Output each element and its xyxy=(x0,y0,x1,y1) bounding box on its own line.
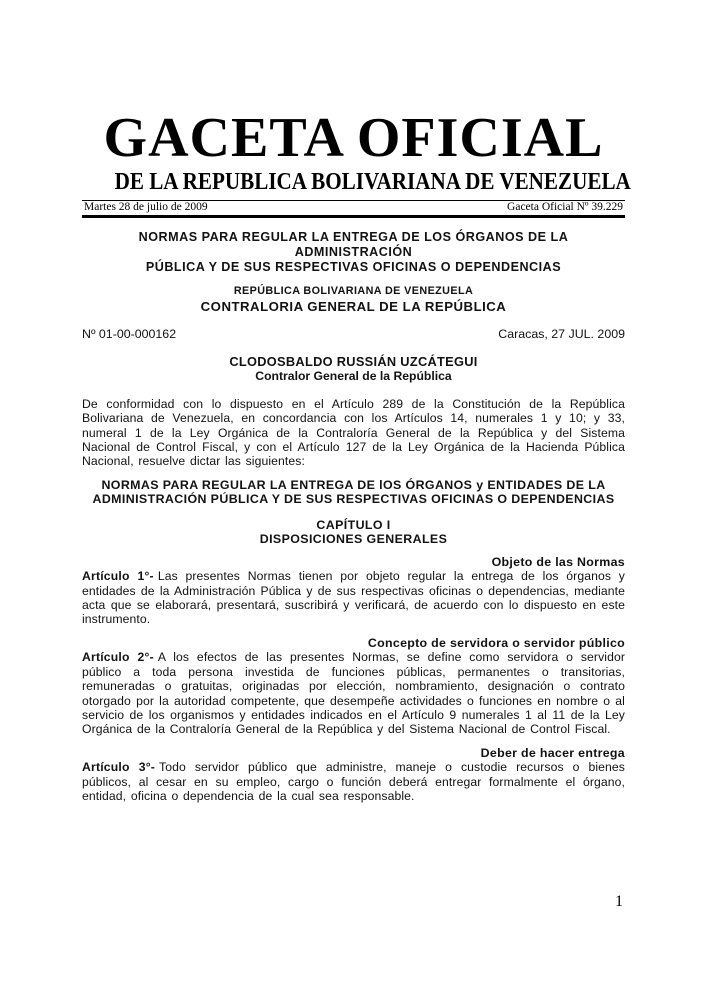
article-1-text: Las presentes Normas tienen por objeto regular la entrega de los órganos y entidades de la Administración Pública y de sus respectivas oficinas o dependencias, mediante acta que se elaborará, presentará, suscribirá y verificará, de acuerdo con lo dispuesto en este instrumento. xyxy=(82,569,625,627)
article-2-caption: Concepto de servidora o servidor público xyxy=(367,635,625,650)
masthead-title: GACETA OFICIAL xyxy=(103,107,604,169)
document-title-line1: NORMAS PARA REGULAR LA ENTREGA DE LOS ÓRGANOS DE LA ADMINISTRACIÓN xyxy=(138,229,569,259)
chapter-name: DISPOSICIONES GENERALES xyxy=(259,531,448,546)
resolution-number: Nº 01-00-000162 xyxy=(82,326,177,341)
place-and-date: Caracas, 27 JUL. 2009 xyxy=(498,326,625,341)
normas-heading xyxy=(82,478,625,507)
dateline-issue-number: Gaceta Oficial Nº 39.229 xyxy=(507,201,623,214)
normas-heading-line2: ADMINISTRACIÓN PÚBLICA Y DE SUS RESPECTIVAS OFICINAS O DEPENDENCIAS xyxy=(92,492,615,507)
document-title-line2: PÚBLICA Y DE SUS RESPECTIVAS OFICINAS O DEPENDENCIAS xyxy=(145,259,562,274)
article-3-label: Artículo 3°- xyxy=(82,760,156,775)
preamble-paragraph: De conformidad con lo dispuesto en el Artículo 289 de la Constitución de la República Bolivariana de Venezuela, en concordancia con los Artículos 14, numerales 1 y 10; y 33, numeral 1 de la Ley Orgánica de la Contraloría General de la República y del Sistema Nacional de Control Fiscal, y con el Artículo 127 de la Ley Orgánica de la Hacienda Pública Nacional, resuelve dictar las siguientes: xyxy=(82,396,625,469)
chapter-number: CAPÍTULO I xyxy=(316,517,391,532)
document-title xyxy=(82,230,625,275)
normas-heading-line1: NORMAS PARA REGULAR LA ENTREGA DE lOS ÓRGANOS y ENTIDADES DE LA xyxy=(101,477,606,492)
article-3-body xyxy=(82,760,625,803)
article-3-caption: Deber de hacer entrega xyxy=(480,745,625,760)
article-1 xyxy=(82,555,625,627)
issuer-country: REPÚBLICA BOLIVARIANA DE VENEZUELA xyxy=(233,284,474,297)
page-number: 1 xyxy=(615,893,623,910)
signatory-name: CLODOSBALDO RUSSIÁN UZCÁTEGUI xyxy=(229,353,478,369)
masthead xyxy=(82,107,631,195)
signatory-block xyxy=(82,354,625,383)
issuer-block xyxy=(82,285,625,314)
article-2-label: Artículo 2°- xyxy=(82,650,154,665)
article-3-text: Todo servidor público que administre, maneje o custodie recursos o bienes públicos, al cesar en su empleo, cargo o función deberá entregar formalmente el órgano, entidad, oficina o dependencia de la cual sea responsable. xyxy=(82,760,625,804)
article-1-label: Artículo 1°- xyxy=(82,569,154,584)
article-1-caption: Objeto de las Normas xyxy=(491,554,625,569)
reference-row xyxy=(82,327,625,342)
article-3 xyxy=(82,746,625,804)
article-1-body xyxy=(82,569,625,627)
dateline-date: Martes 28 de julio de 2009 xyxy=(84,201,208,214)
article-2-body xyxy=(82,650,625,736)
signatory-title: Contralor General de la República xyxy=(255,368,452,383)
chapter-heading xyxy=(82,518,625,546)
issuer-institution: CONTRALORIA GENERAL DE LA REPÚBLICA xyxy=(200,298,507,314)
masthead-subtitle: DE LA REPUBLICA BOLIVARIANA DE VENEZUELA xyxy=(114,169,631,195)
dateline-bar xyxy=(82,200,625,218)
article-2 xyxy=(82,636,625,737)
article-2-text: A los efectos de las presentes Normas, se define como servidora o servidor público a toda persona investida de funciones públicas, permanentes o transitorias, remuneradas o gratuitas, originadas por elección, nombramiento, designación o contrato otorgado por la autoridad competente, que desempeñe actividades o funciones en nombre o al servicio de los organismos y entidades indicados en el Artículo 9 numerales 1 al 11 de la Ley Orgánica de la Contraloría General de la República y del Sistema Nacional de Control Fiscal. xyxy=(82,650,625,737)
